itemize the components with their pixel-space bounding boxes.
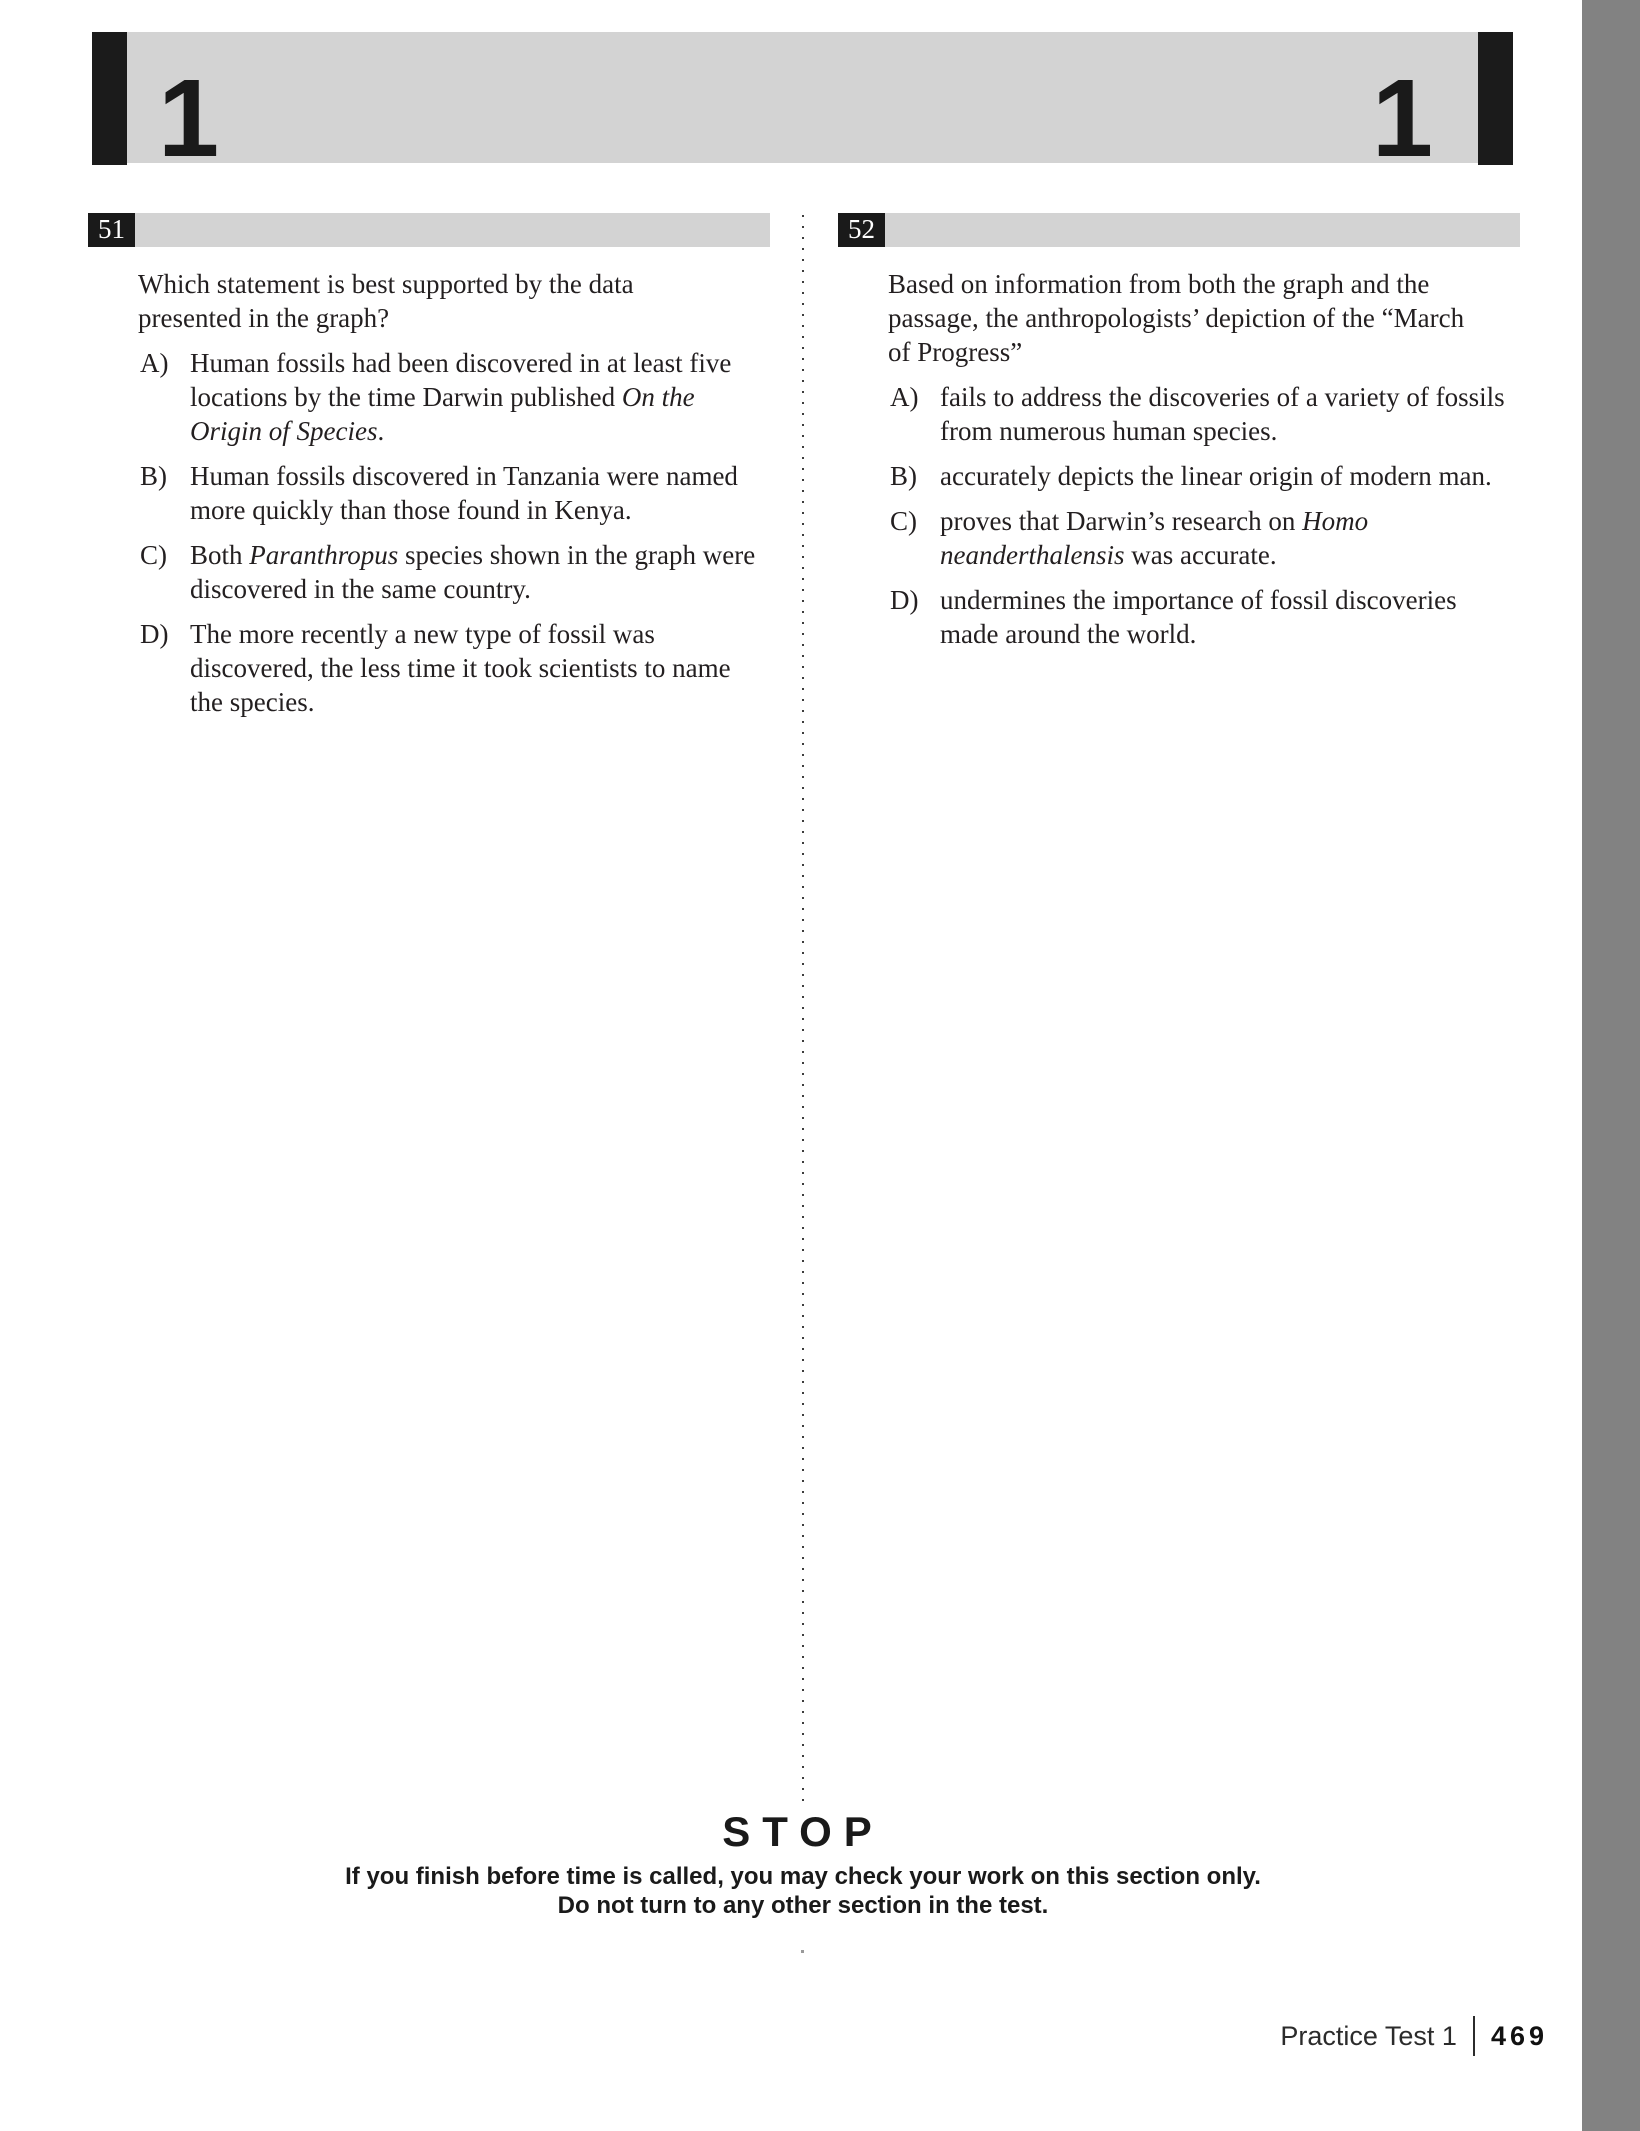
stray-dot [801, 1950, 804, 1953]
choice-run: species shown in the graph were discovered in the same country. [190, 540, 756, 604]
choice-letter: D) [890, 585, 919, 615]
choice-run-italic: Homo neanderthalensis [940, 506, 1369, 570]
choice-letter: C) [890, 506, 917, 536]
banner-right-black-bar [1478, 32, 1513, 165]
question-51-number-badge: 51 [88, 213, 135, 247]
question-52-choice-d [890, 583, 1520, 651]
banner-left-black-bar [92, 32, 127, 165]
choice-run: Human fossils discovered in Tanzania were named more quickly than those found in Kenya. [190, 461, 738, 525]
question-51 [88, 213, 770, 719]
choice-run-italic: On the Origin of Species [190, 382, 695, 446]
question-52-stem [888, 267, 1488, 369]
choice-run: . [377, 416, 385, 446]
question-51-choice-a [140, 346, 770, 448]
choice-letter: A) [140, 348, 169, 378]
stop-section [0, 1808, 1606, 1920]
choice-run: The more recently a new type of fossil was discovered, the less time it took scientists to name the species. [190, 619, 731, 717]
choice-text [940, 380, 1520, 448]
question-51-choice-b [140, 459, 770, 527]
question-51-choice-d [140, 617, 770, 719]
column-divider-dotted-line [802, 215, 804, 1805]
choice-letter: C) [140, 540, 167, 570]
question-52-choice-c [890, 504, 1520, 572]
choice-text [190, 459, 770, 527]
choice-run: Both [190, 540, 250, 570]
question-52-header-bar [885, 213, 1520, 247]
choice-text [940, 583, 1520, 651]
stop-instruction-line-2: Do not turn to any other section in the test. [557, 1892, 1049, 1919]
question-52-choice-a [890, 380, 1520, 448]
choice-text [940, 504, 1520, 572]
question-51-header-bar [135, 213, 770, 247]
choice-run: accurately depicts the linear origin of modern man. [940, 461, 1492, 491]
footer-page-number: 469 [1490, 2020, 1548, 2051]
question-52-choice-b [890, 459, 1520, 493]
stop-title: STOP [722, 1808, 884, 1855]
choice-run: fails to address the discoveries of a variety of fossils from numerous human species. [940, 382, 1505, 446]
choice-text [190, 346, 770, 448]
section-number-right: 1 [1371, 57, 1433, 180]
question-52-header [838, 213, 1520, 247]
question-52-number-badge: 52 [838, 213, 885, 247]
choice-letter: B) [890, 461, 917, 491]
question-51-header [88, 213, 770, 247]
question-51-choice-c [140, 538, 770, 606]
choice-run: was accurate. [1124, 540, 1277, 570]
section-banner [92, 32, 1513, 180]
section-number-left: 1 [158, 57, 220, 180]
choice-text [940, 459, 1520, 493]
footer-separator [1473, 2016, 1475, 2056]
page-footer [0, 2014, 1548, 2058]
choice-letter: A) [890, 382, 919, 412]
choice-run-italic: Paranthropus [249, 540, 399, 570]
choice-letter: D) [140, 619, 169, 649]
choice-run: Human fossils had been discovered in at least five locations by the time Darwin published [190, 348, 732, 412]
choice-run: undermines the importance of fossil discoveries made around the world. [940, 585, 1457, 649]
stem-text: Which statement is best supported by the data presented in the graph? [138, 269, 634, 333]
question-52 [838, 213, 1520, 651]
choice-text [190, 538, 770, 606]
question-51-stem [138, 267, 738, 335]
stem-text: Based on information from both the graph and the passage, the anthropologists’ depiction of the “March of Progress” [888, 269, 1465, 367]
choice-run: proves that Darwin’s research on [940, 506, 1303, 536]
choice-text [190, 617, 770, 719]
footer-test-label: Practice Test 1 [1280, 2020, 1457, 2051]
stop-instruction-line-1: If you finish before time is called, you may check your work on this section only. [345, 1863, 1261, 1890]
choice-letter: B) [140, 461, 167, 491]
